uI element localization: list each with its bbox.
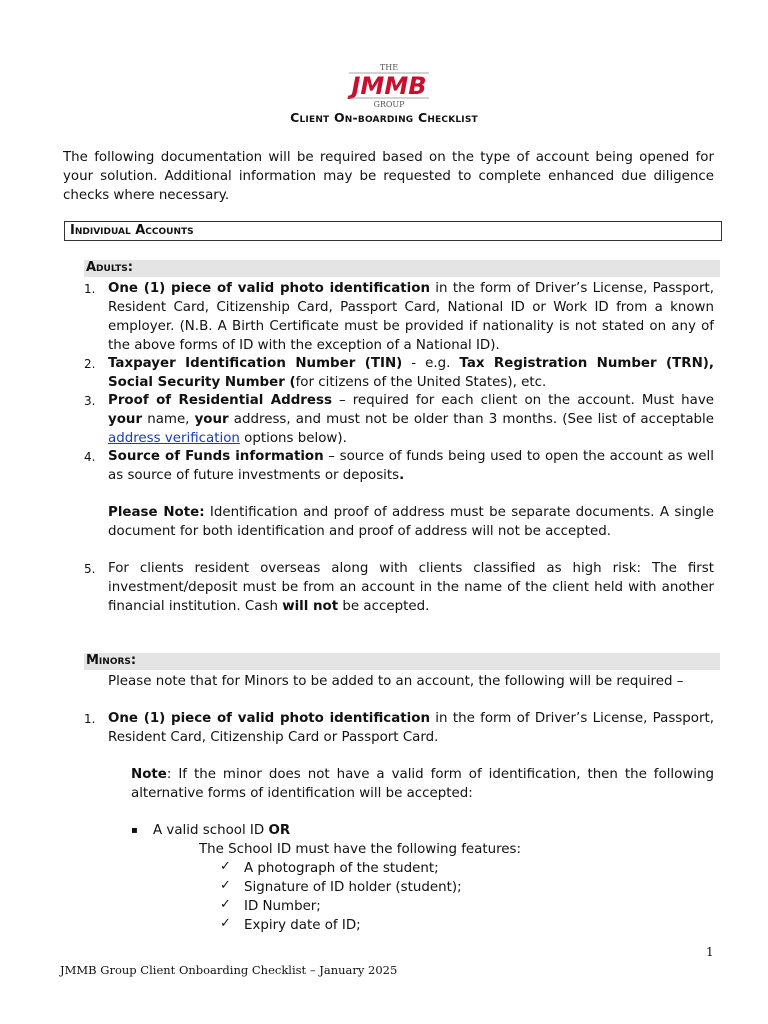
- adult-item-2-number: 2.: [84, 357, 96, 371]
- minors-intro: Please note that for Minors to be added to an account, the following will be required –: [108, 674, 684, 689]
- adult-item-5-number: 5.: [84, 562, 96, 576]
- logo-main-text: JMMB: [351, 72, 427, 100]
- adult-item-3-number: 3.: [84, 394, 96, 408]
- adult-item-5: For clients resident overseas along with clients classified as high risk: The first investment/deposit must be from an account in the name of the client held with another financial institution. Cash will not be accepted.: [108, 561, 714, 614]
- minors-heading: Minors:: [86, 653, 137, 668]
- feature-item: Signature of ID holder (student);: [244, 880, 462, 895]
- checkmark-icon: ✓: [220, 897, 231, 912]
- feature-item: ID Number;: [244, 899, 321, 914]
- minor-item-1-number: 1.: [84, 712, 96, 726]
- page-title: Client On-boarding Checklist: [290, 110, 478, 125]
- address-verification-link[interactable]: address verification: [108, 431, 240, 446]
- page-number: 1: [706, 945, 714, 959]
- adult-item-1-number: 1.: [84, 282, 96, 296]
- logo-bottom-text: GROUP: [373, 100, 405, 109]
- adults-please-note: Please Note: Identification and proof of address must be separate documents. A single document for both identification and proof of address will not be accepted.: [108, 505, 714, 539]
- adults-heading: Adults:: [86, 260, 133, 275]
- adults-heading-bar: [84, 260, 720, 277]
- intro-paragraph: The following documentation will be required based on the type of account being opened for your solution. Additional information may be requested to complete enhanced due diligence checks where necessary.: [63, 150, 714, 203]
- minor-item-1: One (1) piece of valid photo identification in the form of Driver’s License, Passport, Resident Card, Citizenship Card or Passport Card.: [108, 711, 714, 745]
- section-title: Individual Accounts: [70, 223, 194, 238]
- logo-top-text: THE: [379, 63, 399, 72]
- feature-item: Expiry date of ID;: [244, 918, 361, 933]
- square-bullet-icon: ▪: [131, 825, 138, 836]
- minors-note: Note: If the minor does not have a valid form of identification, then the following alternative forms of identification will be accepted:: [131, 767, 714, 801]
- adult-item-3: Proof of Residential Address – required for each client on the account. Must have your name, your address, and must not be older than 3 months. (See list of acceptable address verification options below).: [108, 393, 714, 446]
- jmmb-logo: [345, 62, 433, 110]
- section-header-individual-accounts: [64, 221, 722, 241]
- school-id-bullet: A valid school ID OR: [153, 823, 291, 838]
- adult-item-4: Source of Funds information – source of funds being used to open the account as well as source of future investments or deposits.: [108, 449, 714, 483]
- footer-text: JMMB Group Client Onboarding Checklist – January 2025: [60, 963, 398, 977]
- checkmark-icon: ✓: [220, 859, 231, 874]
- minors-heading-bar: [84, 653, 720, 670]
- school-id-features-intro: The School ID must have the following features:: [199, 842, 522, 857]
- adult-item-1: One (1) piece of valid photo identification in the form of Driver’s License, Passport, Resident Card, Citizenship Card, Passport Card, National ID or Work ID from a known employer. (N.B. A Birth Certificate must be provided if nationality is not stated on any of the above forms of ID with the exception of a National ID).: [108, 281, 714, 353]
- checkmark-icon: ✓: [220, 916, 231, 931]
- feature-item: A photograph of the student;: [244, 861, 439, 876]
- adult-item-2: Taxpayer Identification Number (TIN) - e.g. Tax Registration Number (TRN), Social Security Number (for citizens of the United States), etc.: [108, 356, 715, 390]
- adult-item-4-number: 4.: [84, 450, 96, 464]
- checkmark-icon: ✓: [220, 878, 231, 893]
